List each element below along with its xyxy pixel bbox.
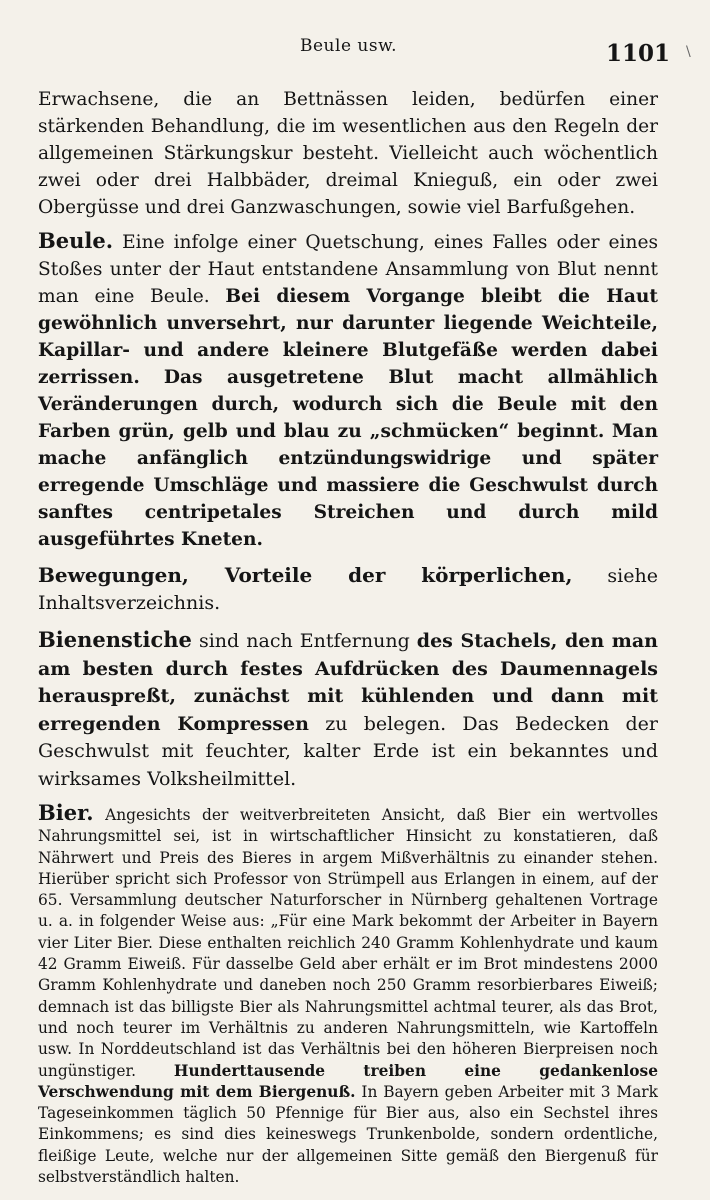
corner-mark: \	[686, 44, 691, 60]
entry-bienen-text-a: sind nach Entfernung	[198, 630, 410, 652]
entry-bewegungen	[38, 562, 658, 617]
entry-beule	[38, 227, 658, 553]
entry-bienen-text-b: zu belegen. Das Bedecken der Geschwulst mit feuchter, kalter Erde ist ein bekanntes und wirksames Volksheilmittel.	[38, 712, 658, 790]
entry-beule-emph-b: Das ausgetretene Blut macht allmählich Veränderungen durch, wodurch sich die Beule mit den Farben grün, gelb und blau zu „schmücken“ beginnt.	[38, 367, 658, 442]
entry-bienenstiche	[38, 626, 658, 793]
entry-bienen-emph-a: des Stachels, den man am besten durch festes Aufdrücken des Daumennagels herauspreßt, zunächst mit kühlenden und dann mit erregenden Kompressen	[38, 630, 658, 735]
entry-bier-text-a: Angesichts der weitverbreiteten Ansicht, daß Bier ein wertvolles Nahrungsmittel sei, ist in wirtschaftlicher Hinsicht zu konstatieren, daß Nährwert und Preis des Bieres in argem Mißverhältnis zu einander stehen. Hierüber spricht sich Professor von Strümpell aus Erlangen in einem, auf der 65. Versammlung deutscher Naturforscher in Nürnberg gehaltenen Vortrage u. a. in folgender Weise aus: „Für eine Mark bekommt der Arbeiter in Bayern vier Liter Bier. Diese enthalten reichlich 240 Gramm Kohlenhydrate und kaum 42 Gramm Eiweiß. Für dasselbe Geld aber erhält er im Brot mindestens 2000 Gramm Kohlenhydrate und daneben noch 250 Gramm resorbierbares Eiweiß; demnach ist das billigste Bier als Nahrungsmittel achtmal teurer, als das Brot, und noch teurer im Verhältnis zu anderen Nahrungsmitteln, wie Kartoffeln usw. In Norddeutschland ist das Verhältnis bei den höheren Bierpreisen noch ungünstiger.	[38, 806, 658, 1080]
entry-beule-emph-c: Man mache anfänglich entzündungswidrige und später erregende Umschläge und massiere die Geschwulst durch sanftes centripetales Streichen und durch mild ausgeführtes Kneten.	[38, 421, 658, 550]
entry-term-beule: Beule.	[38, 228, 114, 253]
entry-term-bier: Bier.	[38, 800, 94, 825]
entry-bier	[38, 802, 658, 1188]
entry-bier-text-b: In Bayern geben Arbeiter mit 3 Mark Tageseinkommen täglich 50 Pfennige für Bier aus, also ein Sechstel ihres Einkommens; es sind dies keineswegs Trunkenbolde, sondern ordentliche, fleißige Leute, welche nur der allgemeinen Sitte gemäß den Biergenuß für selbstverständlich halten.	[38, 1082, 658, 1187]
entry-beule-text-a: Eine infolge einer Quetschung, eines Falles oder eines Stoßes unter der Haut entstandene Ansammlung von Blut nennt man eine Beule.	[38, 232, 658, 307]
entry-bier-emph-a: Hunderttausende treiben eine gedankenlose Verschwendung mit dem Biergenuß.	[38, 1061, 658, 1101]
running-title: Beule usw.	[300, 36, 398, 56]
entry-term-bienenstiche: Bienenstiche	[38, 627, 192, 652]
entry-beule-emph-a: Bei diesem Vorgange bleibt die Haut gewöhnlich unversehrt, nur darunter liegende Weichteile, Kapillar- und andere kleinere Blutgefäße werden dabei zerrissen.	[38, 286, 658, 388]
entry-bewegungen-text: siehe Inhaltsverzeichnis.	[38, 565, 658, 614]
entry-term-bewegungen: Bewegungen, Vorteile der körperlichen,	[38, 563, 573, 587]
paragraph-bettnaessen: Erwachsene, die an Bettnässen leiden, bedürfen einer stärkenden Behandlung, die im wesentlichen aus den Regeln der allgemeinen Stärkungskur besteht. Vielleicht auch wöchentlich zwei oder drei Halbbäder, dreimal Knieguß, ein oder zwei Obergüsse und drei Ganzwaschungen, sowie viel Barfußgehen.	[38, 89, 658, 218]
body-text	[38, 86, 658, 1197]
page-number: 1101	[606, 40, 671, 67]
